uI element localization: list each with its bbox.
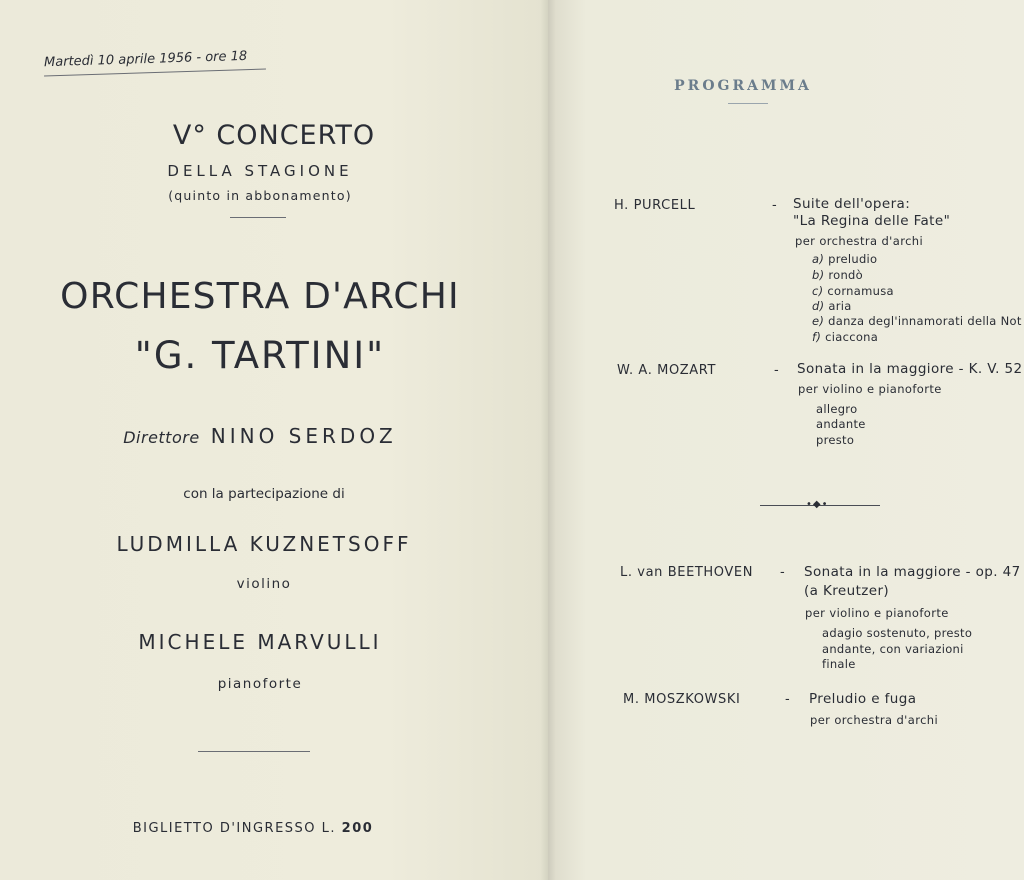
dash: - — [780, 565, 785, 580]
concert-note: (quinto in abbonamento) — [168, 188, 352, 203]
soloist-instrument: pianoforte — [217, 676, 303, 692]
ticket-price: 200 — [341, 821, 374, 836]
work-title: (a Kreutzer) — [804, 583, 890, 599]
scoring: per orchestra d'archi — [810, 713, 939, 727]
date-line: Martedì 10 aprile 1956 - ore 18 — [43, 48, 248, 71]
movement: a) preludio — [812, 252, 878, 266]
work-title: Preludio e fuga — [809, 691, 917, 707]
dash: - — [785, 692, 790, 707]
scoring: per orchestra d'archi — [795, 234, 924, 248]
composer-name: H. PURCELL — [614, 198, 696, 213]
composer-name: L. van BEETHOVEN — [620, 565, 754, 580]
date-underline — [44, 69, 266, 77]
composer-name: M. MOSZKOWSKI — [623, 692, 741, 707]
movement: c) cornamusa — [812, 284, 894, 298]
scoring: per violino e pianoforte — [805, 606, 949, 620]
soloist-instrument: violino — [236, 576, 292, 592]
movement: e) danza degl'innamorati della Not — [812, 314, 1022, 328]
ticket-label: BIGLIETTO D'INGRESSO L. — [132, 821, 337, 836]
work-title: Sonata in la maggiore - K. V. 52 — [797, 361, 1023, 377]
movement: adagio sostenuto, presto — [822, 626, 973, 640]
soloist-name: LUDMILLA KUZNETSOFF — [116, 532, 412, 556]
ornament-divider: •◆• — [760, 498, 880, 512]
movement: b) rondò — [812, 268, 863, 282]
heading-rule — [728, 103, 768, 104]
orchestra-name: ORCHESTRA D'ARCHI — [60, 276, 460, 317]
participation-text: con la partecipazione di — [183, 486, 345, 502]
movement: andante — [816, 417, 866, 431]
concert-title: V° CONCERTO — [172, 120, 376, 151]
movement: allegro — [816, 402, 858, 416]
dash: - — [772, 198, 777, 213]
soloist-name: MICHELE MARVULLI — [138, 630, 382, 654]
movement: andante, con variazioni — [822, 642, 964, 656]
dash: - — [774, 363, 779, 378]
scoring: per violino e pianoforte — [798, 382, 942, 396]
director-line — [0, 424, 520, 448]
ticket-line — [0, 821, 506, 836]
composer-name: W. A. MOZART — [617, 363, 717, 378]
page-fold — [540, 0, 556, 880]
divider-rule — [230, 217, 286, 218]
concert-subtitle: DELLA STAGIONE — [167, 162, 353, 180]
director-label: Direttore — [123, 428, 200, 447]
work-title: "La Regina delle Fate" — [793, 213, 951, 229]
work-title: Sonata in la maggiore - op. 47 — [804, 564, 1021, 580]
work-title: Suite dell'opera: — [793, 196, 911, 212]
movement: presto — [816, 433, 855, 447]
orchestra-subname: "G. TARTINI" — [134, 334, 386, 377]
movement: finale — [822, 657, 856, 671]
program-heading: PROGRAMMA — [674, 78, 812, 94]
divider-rule — [198, 751, 310, 752]
movement: f) ciaccona — [812, 330, 879, 344]
right-page — [548, 0, 1024, 880]
director-name: NINO SERDOZ — [210, 424, 397, 448]
movement: d) aria — [812, 299, 852, 313]
